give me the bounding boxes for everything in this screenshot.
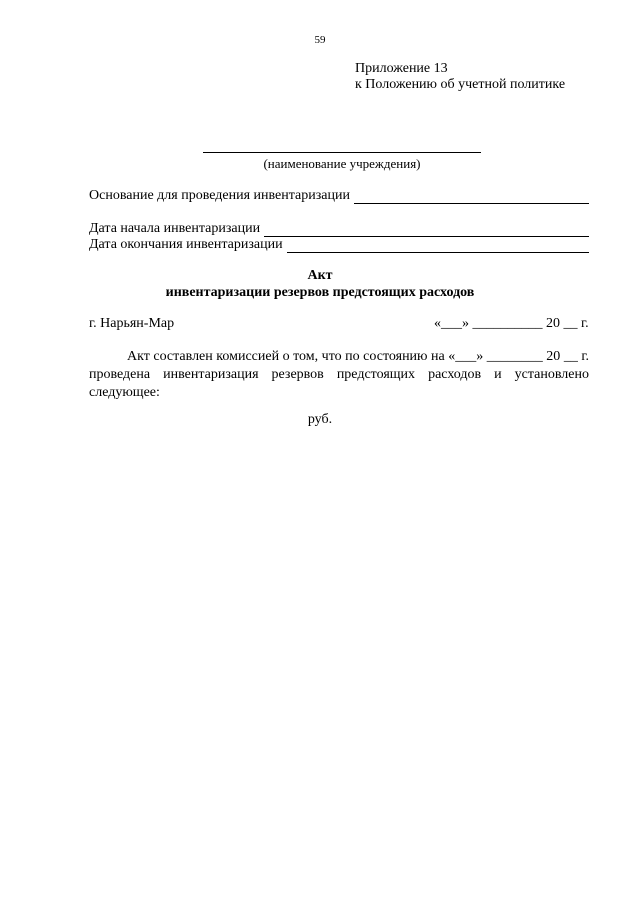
page-number: 59	[314, 34, 326, 46]
basis-label: Основание для проведения инвентаризации	[89, 188, 350, 203]
act-body-paragraph	[89, 348, 589, 402]
body-line-3: следующее:	[89, 385, 160, 400]
end-date-blank-line[interactable]	[287, 240, 589, 253]
start-date-label: Дата начала инвентаризации	[89, 221, 261, 236]
institution-caption: (наименование учреждения)	[263, 156, 421, 171]
city-name: г. Нарьян-Мар	[89, 316, 175, 331]
end-date-field	[89, 237, 589, 253]
act-title: Акт	[307, 268, 333, 283]
start-date-blank-line[interactable]	[264, 224, 589, 237]
end-date-label: Дата окончания инвентаризации	[89, 237, 283, 252]
body-line-1: Акт составлен комиссией о том, что по состоянию на «___» ________ 20 __ г.	[127, 349, 589, 364]
appendix-title: Приложение 13	[355, 61, 448, 76]
basis-field	[89, 188, 589, 204]
basis-blank-line[interactable]	[354, 191, 589, 204]
currency-unit: руб.	[307, 412, 333, 427]
act-date: «___» __________ 20 __ г.	[434, 316, 589, 331]
institution-name-line[interactable]	[203, 152, 481, 153]
act-subtitle: инвентаризации резервов предстоящих расходов	[165, 285, 475, 300]
start-date-field	[89, 221, 589, 237]
appendix-subtitle: к Положению об учетной политике	[355, 77, 566, 92]
body-line-2: проведена инвентаризация резервов предстоящих расходов и установлено	[89, 367, 589, 382]
